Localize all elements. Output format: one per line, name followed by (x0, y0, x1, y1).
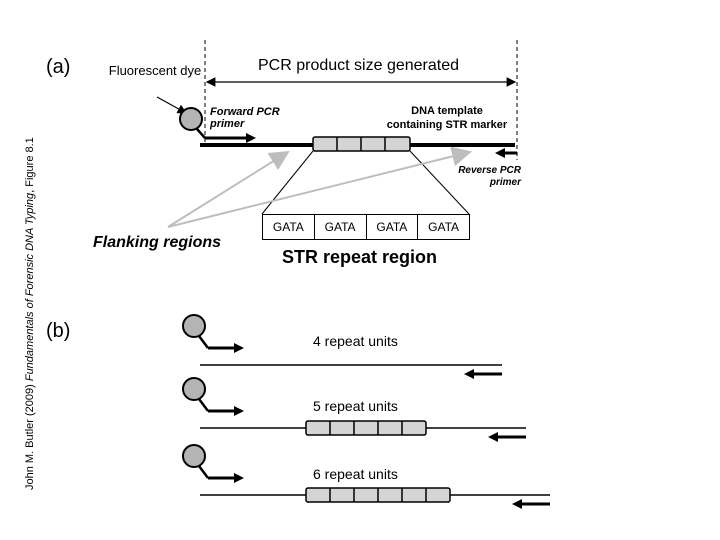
fluorescent-dye-icon (180, 108, 202, 130)
forward-primer-label: Forward PCR primer (210, 106, 280, 130)
allele-label-6: 6 repeat units (313, 466, 398, 482)
panel-a-label: (a) (46, 56, 71, 78)
reverse-primer-arrowhead (464, 369, 474, 379)
forward-primer-arrowhead (234, 406, 244, 416)
allele-repeat-block (306, 421, 426, 435)
panel-b-label: (b) (46, 320, 71, 342)
dye-pointer-arrow (157, 97, 186, 113)
str-repeat-region-label: STR repeat region (282, 247, 438, 267)
fluorescent-dye-icon (183, 378, 205, 400)
primer-linker (199, 336, 208, 348)
allele-label-5: 5 repeat units (313, 398, 398, 414)
primer-linker (199, 399, 208, 411)
credit-book-title: Fundamentals of Forensic DNA Typing (24, 192, 36, 382)
template-repeat-block (313, 137, 410, 151)
fluorescent-dye-icon (183, 445, 205, 467)
reverse-primer-arrowhead (512, 499, 522, 509)
repeat-unit: GATA (315, 215, 367, 239)
credit-figure: , Figure 8.1 (24, 137, 36, 193)
repeat-unit: GATA (428, 220, 460, 234)
gata-repeat-row (262, 214, 470, 240)
product-size-label: PCR product size generated (258, 57, 459, 74)
reverse-primer (495, 148, 517, 158)
allele-label-4: 4 repeat units (313, 333, 398, 349)
dna-template-label-text: DNA template containing STR marker (386, 105, 508, 131)
reverse-primer-arrowhead (488, 432, 498, 442)
primer-linker (199, 466, 208, 478)
repeat-unit: GATA (263, 215, 315, 239)
forward-primer-arrowhead (234, 473, 244, 483)
repeat-unit: GATA (367, 215, 419, 239)
forward-primer-arrowhead (234, 343, 244, 353)
zoom-line-left (262, 151, 313, 214)
dna-template-label (382, 104, 512, 132)
figure-credit (24, 50, 38, 490)
credit-author: John M. Butler (2009) (24, 381, 36, 490)
flanking-regions-label: Flanking regions (93, 234, 222, 251)
reverse-primer-label: Reverse PCR primer (458, 165, 521, 188)
fluorescent-dye-icon (183, 315, 205, 337)
fluorescent-dye-label: Fluorescent dye (108, 63, 202, 78)
